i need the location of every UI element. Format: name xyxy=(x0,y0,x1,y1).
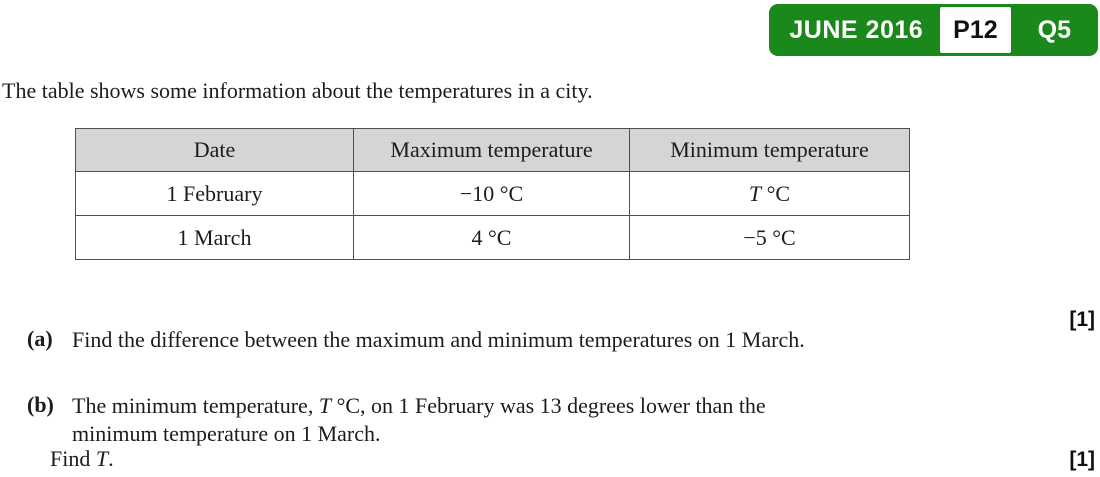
table-row-february xyxy=(76,172,910,216)
column-header-maximum-temperature: Maximum temperature xyxy=(354,129,630,172)
variable-T: T xyxy=(95,446,109,471)
cell-min-temp-february xyxy=(630,172,910,216)
find-prefix: Find xyxy=(50,446,96,471)
cell-max-temp-march: 4 °C xyxy=(354,216,630,260)
question-a-text: Find the difference between the maximum and minimum temperatures on 1 March. xyxy=(72,327,805,352)
question-a-label: (a) xyxy=(27,326,53,351)
column-header-minimum-temperature: Minimum temperature xyxy=(630,129,910,172)
variable-T: T xyxy=(748,180,762,206)
cell-date-february: 1 February xyxy=(76,172,354,216)
cell-max-temp-february: −10 °C xyxy=(354,172,630,216)
badge-question-number: Q5 xyxy=(1037,15,1071,44)
question-b-line2: minimum temperature on 1 March. xyxy=(72,421,381,446)
question-b xyxy=(5,366,766,474)
question-reference-badge xyxy=(769,4,1098,56)
temperature-table xyxy=(75,128,910,260)
question-a-marks: [1] xyxy=(1069,308,1095,331)
table-row-march xyxy=(76,216,910,260)
column-header-date: Date xyxy=(76,129,354,172)
question-b-line1-post: °C, on 1 February was 13 degrees lower than the xyxy=(331,393,766,418)
intro-text: The table shows some information about the temperatures in a city. xyxy=(2,78,593,103)
question-b-marks: [1] xyxy=(1069,448,1095,471)
find-T-prompt xyxy=(50,446,114,472)
variable-T: T xyxy=(318,393,332,418)
find-suffix: . xyxy=(108,446,114,471)
badge-paper-label: P12 xyxy=(940,7,1010,53)
cell-date-march: 1 March xyxy=(76,216,354,260)
table-header-row xyxy=(76,129,910,172)
badge-session-label: JUNE 2016 xyxy=(789,15,924,44)
question-b-text xyxy=(72,392,766,448)
question-b-line1-pre: The minimum temperature, xyxy=(72,393,319,418)
question-b-label: (b) xyxy=(27,392,54,417)
unit-celsius: °C xyxy=(761,180,791,206)
cell-min-temp-march: −5 °C xyxy=(630,216,910,260)
